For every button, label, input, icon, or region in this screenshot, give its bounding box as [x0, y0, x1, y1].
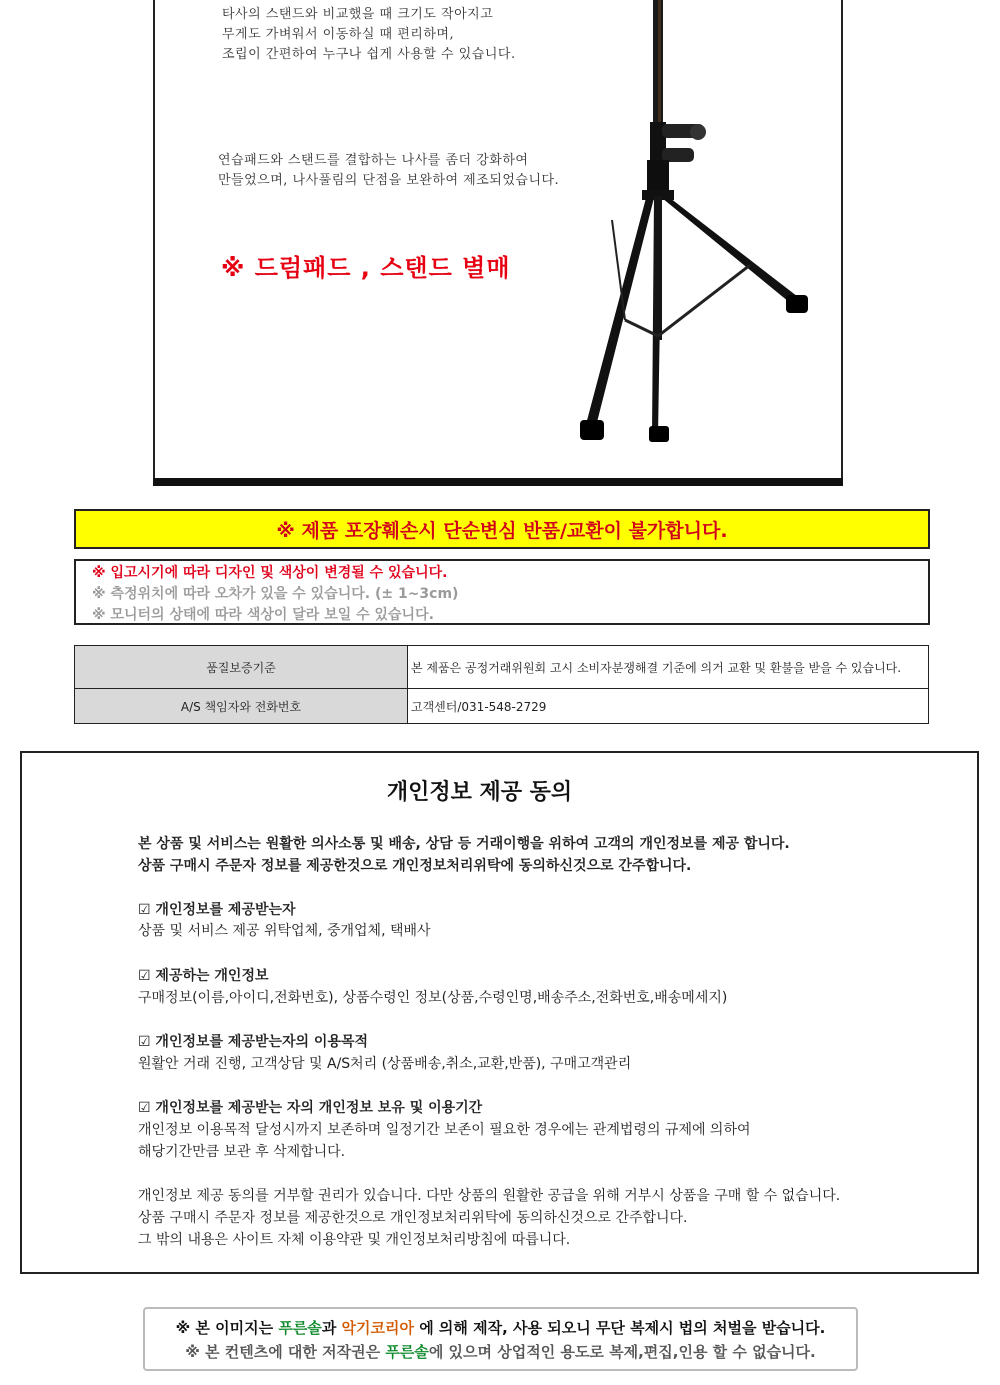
description-line: 만들었으며, 나사풀림의 단점을 보완하여 제조되었습니다.	[218, 173, 560, 188]
copyright-line-1	[143, 1317, 858, 1338]
privacy-intro-line: 상품 구매시 주문자 정보를 제공한것으로 개인정보처리위탁에 동의하신것으로 간주합니다.	[138, 858, 692, 874]
privacy-intro-line: 본 상품 및 서비스는 원활한 의사소통 및 배송, 상담 등 거래이행을 위하여 고객의 개인정보를 제공 합니다.	[138, 836, 790, 852]
privacy-closing-line: 개인정보 제공 동의를 거부할 권리가 있습니다. 다만 상품의 원활한 공급을 위해 거부시 상품을 구매 할 수 없습니다.	[138, 1188, 841, 1204]
copyright-text: ※ 본 컨텐츠에 대한 저작권은	[185, 1343, 386, 1361]
table-header-cell: A/S 책임자와 전화번호	[75, 689, 408, 724]
privacy-section-body: 상품 및 서비스 제공 위탁업체, 중개업체, 택배사	[138, 923, 431, 939]
privacy-section-body: 원활안 거래 진행, 고객상담 및 A/S처리 (상품배송,취소,교환,반품), 구매고객관리	[138, 1056, 632, 1072]
drum-stand-image	[550, 0, 830, 470]
copyright-text: 에 의해 제작, 사용 되오니 무단 복제시 법의 처벌을 받습니다.	[413, 1319, 826, 1337]
note-line: ※ 모니터의 상태에 따라 색상이 달라 보일 수 있습니다.	[92, 607, 434, 623]
description-line: 무게도 가벼워서 이동하실 때 편리하며,	[222, 27, 455, 42]
privacy-closing-line: 상품 구매시 주문자 정보를 제공한것으로 개인정보처리위탁에 동의하신것으로 간주합니다.	[138, 1210, 688, 1226]
product-panel-bottom-border	[153, 478, 843, 486]
note-line: ※ 측정위치에 따라 오차가 있을 수 있습니다. (± 1~3cm)	[92, 586, 459, 602]
product-info-table	[74, 645, 929, 724]
return-policy-banner	[74, 509, 930, 549]
privacy-section-heading: ☑ 개인정보를 제공받는자	[138, 902, 296, 918]
table-value-cell: 고객센터/031-548-2729	[408, 689, 929, 724]
privacy-title: 개인정보 제공 동의	[386, 780, 573, 805]
return-policy-text: ※ 제품 포장훼손시 단순변심 반품/교환이 불가합니다.	[276, 519, 728, 542]
copyright-text: ※ 본 이미지는	[175, 1319, 279, 1337]
description-line: 조립이 간편하여 누구나 쉽게 사용할 수 있습니다.	[222, 47, 516, 62]
copyright-text: 에 있으며 상업적인 용도로 복제,편집,인용 할 수 없습니다.	[428, 1343, 816, 1361]
copyright-line-2	[143, 1341, 858, 1362]
privacy-section-heading: ☑ 개인정보를 제공받는자의 이용목적	[138, 1034, 369, 1050]
privacy-closing-line: 그 밖의 내용은 사이트 자체 이용약관 및 개인정보처리방침에 따릅니다.	[138, 1232, 571, 1248]
copyright-text: 과	[321, 1319, 342, 1337]
privacy-section-body: 해당기간만큼 보관 후 삭제합니다.	[138, 1144, 346, 1160]
brand-name: 푸른솔	[278, 1319, 322, 1337]
table-header-cell: 품질보증기준	[75, 646, 408, 689]
table-row	[75, 646, 929, 689]
table-value-cell: 본 제품은 공정거래위원회 고시 소비자분쟁해결 기준에 의거 교환 및 환불을 받을 수 있습니다.	[408, 646, 929, 689]
privacy-section-body: 구매정보(이름,아이디,전화번호), 상품수령인 정보(상품,수령인명,배송주소,전화번호,배송메세지)	[138, 990, 728, 1006]
brand-name: 악기코리아	[341, 1319, 414, 1337]
privacy-section-heading: ☑ 개인정보를 제공받는 자의 개인정보 보유 및 이용기간	[138, 1100, 483, 1116]
description-line: 타사의 스탠드와 비교했을 때 크기도 작아지고	[222, 7, 494, 22]
table-row	[75, 689, 929, 724]
privacy-section-body: 개인정보 이용목적 달성시까지 보존하며 일정기간 보존이 필요한 경우에는 관계법령의 규제에 의하여	[138, 1122, 751, 1138]
description-line: 연습패드와 스탠드를 결합하는 나사를 좀더 강화하여	[218, 153, 529, 168]
product-description	[222, 5, 516, 65]
sold-separately-note: ※ 드럼패드 , 스탠드 별매	[221, 254, 511, 282]
product-description-2	[218, 151, 559, 191]
product-notes-box	[74, 559, 930, 625]
note-line: ※ 입고시기에 따라 디자인 및 색상이 변경될 수 있습니다.	[92, 565, 448, 581]
privacy-section-heading: ☑ 제공하는 개인정보	[138, 968, 269, 984]
brand-name: 푸른솔	[385, 1343, 429, 1361]
